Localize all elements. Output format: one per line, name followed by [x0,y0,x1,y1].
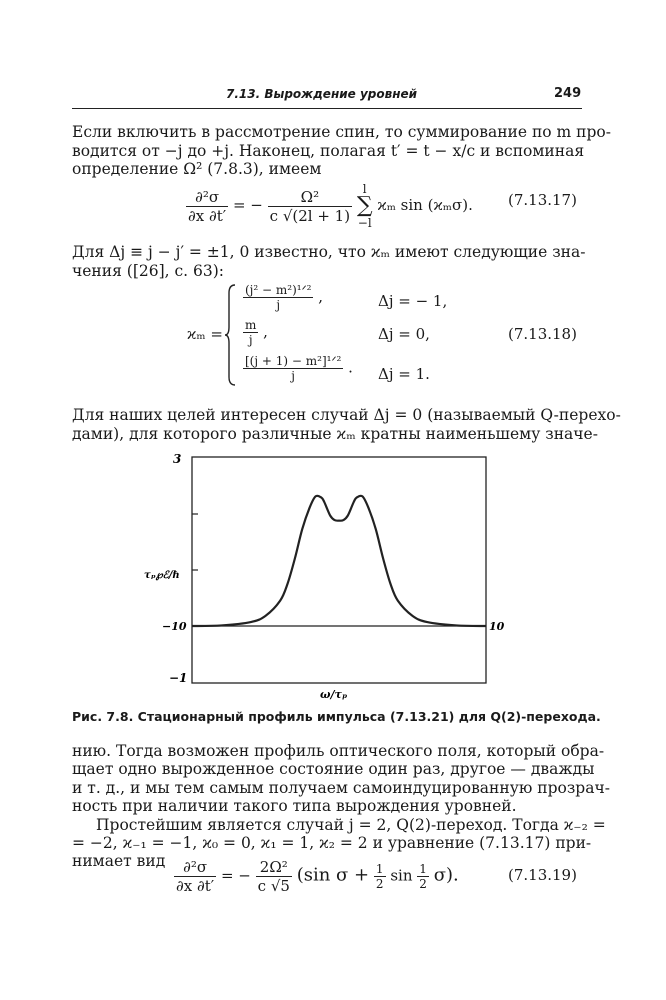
eq18-case-2: $\frac{m}{j}$ , [245,318,268,347]
paragraph-4-line-1: нию. Тогда возможен профиль оптического поля, который обра- [72,742,605,760]
eq18-case-1-condition: Δj = − 1, [378,292,448,310]
eq18-case-3: $\frac{\text{[(j + 1) − m²]¹ᐟ²}}{j}$ . [245,354,353,383]
eq17-lhs-fraction [186,188,228,225]
eq19-half-1-numerator: 1 [375,862,384,876]
eq19-half-1 [374,862,386,891]
brace-icon [224,283,236,387]
eq17-lhs-denominator: ∂x ∂t′ [188,206,227,225]
header-rule [72,108,582,109]
y-tick-label-bottom: −1 [169,671,188,685]
equation-7-13-19 [174,858,459,895]
paragraph-3-line-2: дами), для которого различные ϰₘ кратны наименьшему значе- [72,425,598,443]
eq19-lhs-denominator: ∂x ∂t′ [176,877,215,895]
eq18-case-1-denominator: j [276,298,281,312]
eq19-half-2 [417,862,429,891]
eq17-body: ϰₘ sin (ϰₘσ). [377,196,473,214]
paragraph-5-line-1: Простейшим является случай j = 2, Q(2)-переход. Тогда ϰ₋₂ = [96,816,606,834]
paragraph-1-line-2: водится от −j до +j. Наконец, полагая t′ = t − x/c и вспоминая [72,142,585,160]
figure-caption: Рис. 7.8. Стационарный профиль импульса (7.13.21) для Q(2)-перехода. [72,709,601,724]
paragraph-3-line-1: Для наших целей интересен случай Δj = 0 (называемый Q-перехо- [72,406,621,424]
equation-7-13-17 [186,183,473,229]
equation-number-7-13-17: (7.13.17) [508,191,577,209]
profile-curve [192,496,486,626]
eq18-case-2-denominator: j [248,333,253,347]
eq17-sum-upper: l [362,182,367,196]
eq19-body-open: (sin σ + [296,864,370,886]
eq19-half-2-numerator: 1 [419,862,427,876]
eq19-body-close: σ). [433,864,459,886]
paragraph-2-line-2: чения ([26], с. 63): [72,262,225,280]
paragraph-5-line-3: нимает вид [72,852,166,870]
equation-number-7-13-19: (7.13.19) [508,866,577,884]
x-tick-label-right: 10 [489,620,505,633]
eq18-case-2-numerator: m [245,318,257,332]
paragraph-4-line-3: и т. д., и мы тем самым получаем самоиндуцированную прозрач- [72,779,610,797]
eq19-half-2-denominator: 2 [419,877,427,891]
figure-7-8-chart [140,450,510,705]
eq19-half-1-denominator: 2 [375,877,384,891]
eq18-case-2-fraction [243,318,258,347]
eq18-case-1-numerator: (j² − m²)¹ᐟ² [245,283,312,297]
eq19-coef-numerator: 2Ω² [256,858,292,877]
paragraph-4-line-2: щает одно вырожденное состояние один раз, другое — дважды [72,760,595,778]
eq18-lhs: ϰₘ = [187,325,223,343]
eq19-coef-denominator: c √5 [257,877,290,895]
eq19-body-mid: sin [390,866,413,885]
eq19-coefficient-fraction [256,858,292,895]
eq17-sum [357,183,373,229]
eq17-coef-denominator: c √(2l + 1) [269,206,351,225]
paragraph-1-line-1: Если включить в рассмотрение спин, то суммирование по m про- [72,123,611,141]
paragraph-4-line-4: ность при наличии такого типа вырождения уровней. [72,797,517,815]
eq18-case-1-fraction [243,283,313,312]
paragraph-2-line-1: Для Δj ≡ j − j′ = ±1, 0 известно, что ϰₘ имеют следующие зна- [72,243,586,261]
eq19-equals: = − [220,866,251,885]
y-tick-label-top: 3 [173,452,182,466]
y-axis-label: τₚ℘ℰ/ℏ [144,570,180,581]
eq18-case-3-condition: Δj = 1. [378,365,430,383]
eq17-lhs-numerator: ∂²σ [186,188,228,207]
running-header-title: 7.13. Вырождение уровней [226,87,418,101]
eq19-lhs-numerator: ∂²σ [174,858,216,877]
eq18-case-3-fraction [243,354,343,383]
eq17-equals: = − [232,196,263,214]
eq18-case-3-denominator: j [291,369,296,383]
eq18-case-2-condition: Δj = 0, [378,325,430,343]
plot-frame [192,457,486,683]
eq17-coefficient-fraction [268,188,352,225]
eq17-sum-lower: −l [357,216,372,230]
eq19-lhs-fraction [174,858,216,895]
equation-number-7-13-18: (7.13.18) [508,325,577,343]
paragraph-5-line-2: = −2, ϰ₋₁ = −1, ϰ₀ = 0, ϰ₁ = 1, ϰ₂ = 2 и уравнение (7.13.17) при- [72,834,592,852]
eq18-case-1: $\frac{\text{(j² − m²)¹ᐟ²}}{j}$ , [245,283,324,312]
x-axis-label: ω/τₚ [320,688,348,701]
sum-sign-icon: ∑ [356,193,373,218]
paragraph-1-line-3: определение Ω² (7.8.3), имеем [72,160,322,178]
eq17-coef-numerator: Ω² [268,188,352,207]
page-number: 249 [554,86,582,101]
x-tick-label-left: −10 [162,620,187,633]
eq18-case-3-numerator: [(j + 1) − m²]¹ᐟ² [245,354,342,368]
